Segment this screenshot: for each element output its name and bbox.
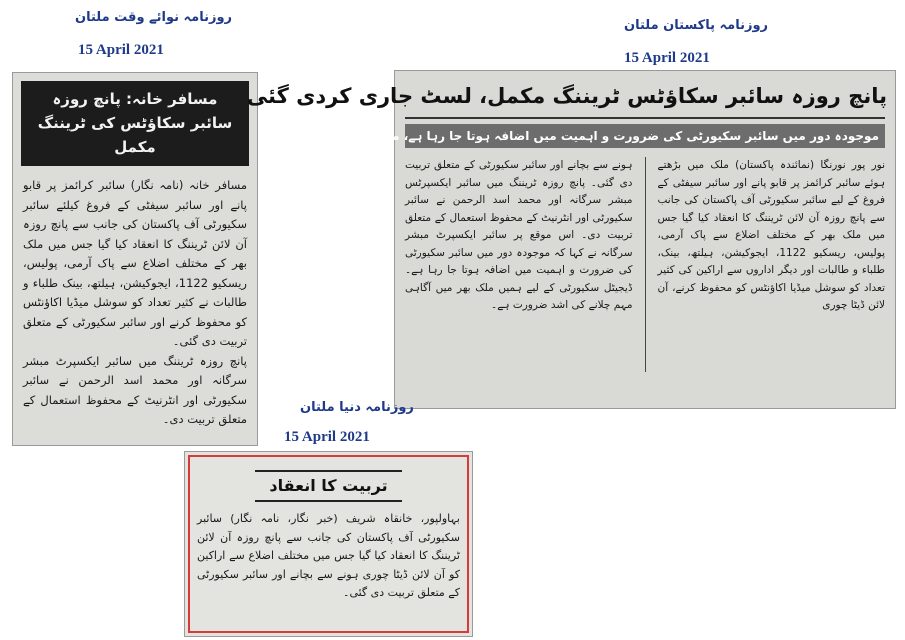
source-label-nawaiwaqt: روزنامہ نوائے وقت ملتان [75,10,233,25]
headline-divider [405,117,885,119]
clipping-body: بہاولپور، خانقاہ شریف (خبر نگار، نامہ نگار) سائبر سکیورٹی آف پاکستان کی جانب سے پانچ روزہ آن لائن ٹریننگ کا انعقاد کیا گیا جس میں مختلف اضلاع سے اراکین کو آن لائن ڈیٹا چوری ہونے سے بچانے اور سائبر سکیورٹی کے متعلق تربیت دی گئی۔ [197,512,460,599]
news-clipping-nawaiwaqt [12,72,258,446]
clipping-body [13,166,257,430]
headline-line-1: مسافر خانہ: پانچ روزہ [52,90,218,108]
body-paragraph-1: مسافر خانہ (نامہ نگار) سائبر کرائمز پر قابو پانے اور سائبر سیفٹی کے فروغ کیلئے سائبر سکیورٹی آف پاکستان کی جانب سے پانچ روزہ آن لائن ٹریننگ کا انعقاد کیا گیا جس میں ملک بھر کے مختلف اضلاع سے پاک آرمی، پولیس، ریسکیو 1122، ایجوکیشن، ہیلتھ، بینک طلباء و طالبات نے کثیر تعداد کو سوشل میڈیا اکاؤنٹس کو محفوظ کرنے اور سائبر سکیورٹی کے متعلق تربیت دی گئی۔ [23,178,247,348]
clipping-subheadline-band: موجودہ دور میں سائبر سکیورٹی کی ضرورت و اہمیت میں اضافہ ہوتا جا رہا ہے، مبشر سرگانہ [405,124,885,148]
date-label-pakistan: 15 April 2021 [624,50,710,66]
column-left: ہونے سے بچانے اور سائبر سکیورٹی کے متعلق تربیت دی گئی۔ پانچ روزہ ٹریننگ میں سائبر ایکسپرٹس مبشر سرگانہ اور محمد اسد الرحمن نے سائبر سکیورٹی اور انٹرنیٹ کے محفوظ استعمال کے متعلق تربیت دی۔ اس موقع پر سائبر ایکسپرٹ مبشر سرگانہ نے کہا کہ موجودہ دور میں سائبر سکیورٹی کی ضرورت و اہمیت میں اضافہ ہوتا جا رہا ہے۔ ڈیجیٹل سکیورٹی کے لیے ہمیں ملک بھر میں آگاہی مہم چلانے کی اشد ضرورت ہے۔ [405,159,633,311]
clipping-headline: تربیت کا انعقاد [255,470,402,502]
news-clipping-dunya [184,451,473,637]
clipping-columns [395,148,895,372]
source-label-pakistan: روزنامہ پاکستان ملتان [624,18,769,33]
column-divider [645,157,646,372]
headline-line-2: سائبر سکاؤٹس کی ٹریننگ مکمل [37,114,233,156]
clipping-headline-band [21,81,249,166]
column-right: نور پور نورنگا (نمائندہ پاکستان) ملک میں بڑھتے ہوئے سائبر کرائمز پر قابو پانے اور سائبر سیفٹی کے فروغ کے لیے سائبر سکیورٹی آف پاکستان کی جانب سے پانچ روزہ آن لائن ٹریننگ کا انعقاد کیا گیا جس میں ملک بھر کے مختلف اضلاع سے پاک آرمی، پولیس، ریسکیو 1122، ایجوکیشن، ہیلتھ، بینک، طلباء و طالبات اور دیگر اداروں سے اراکین کی کثیر تعداد کو سوشل میڈیا اکاؤنٹس کو محفوظ کرنے، آن لائن ڈیٹا چوری [657,159,885,311]
body-paragraph-2: پانچ روزہ ٹریننگ میں سائبر ایکسپرٹ مبشر سرگانہ اور محمد اسد الرحمن نے سائبر سکیورٹی اور انٹرنیٹ کے محفوظ استعمال کے متعلق تربیت دی۔ [23,353,247,426]
date-label-nawaiwaqt: 15 April 2021 [78,42,164,58]
date-label-dunya: 15 April 2021 [284,429,370,445]
source-label-dunya: روزنامہ دنیا ملتان [300,400,414,415]
clipping-headline: پانچ روزہ سائبر سکاؤٹس ٹریننگ مکمل، لسٹ جاری کردی گئی [246,84,887,108]
